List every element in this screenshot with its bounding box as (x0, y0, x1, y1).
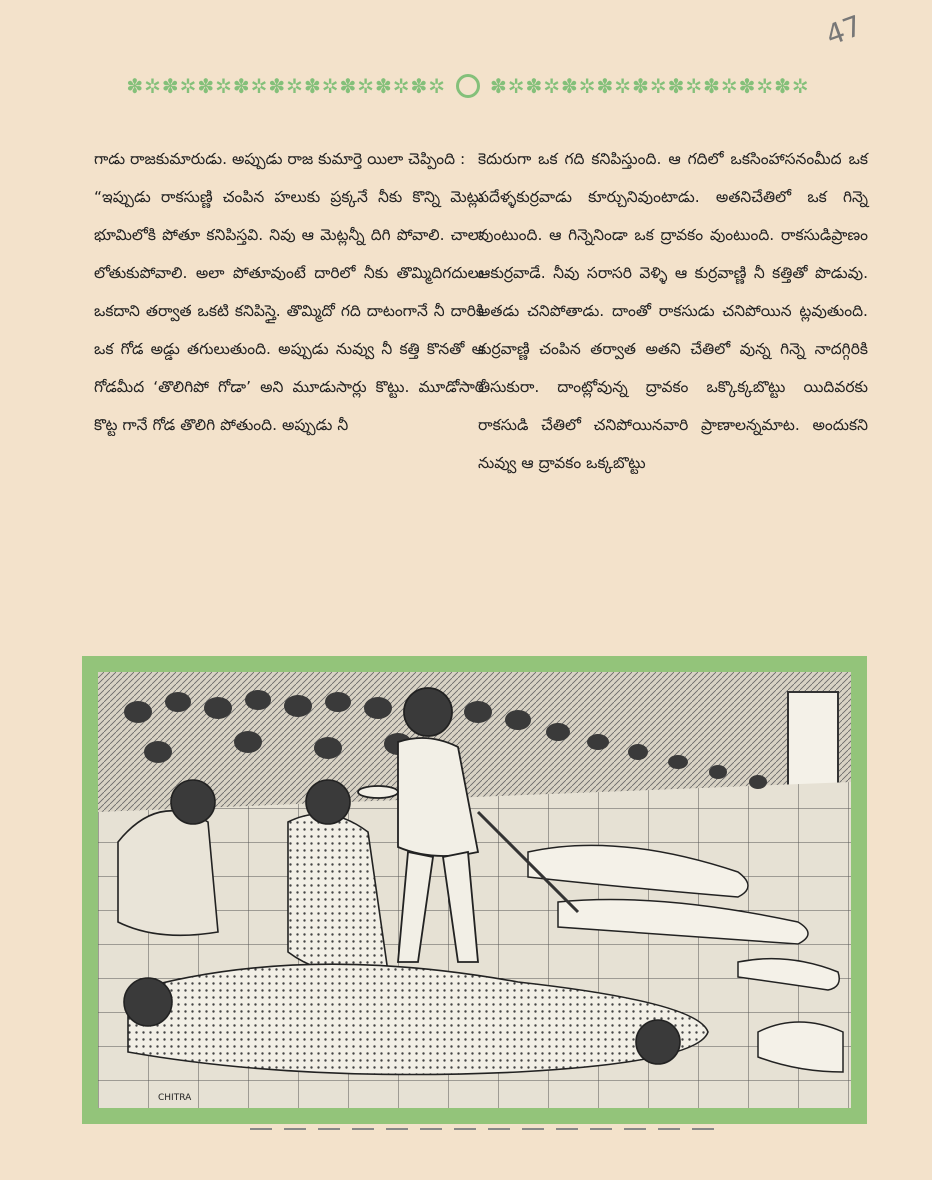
star-row-left: ✽✲✽✲✽✲✽✲✽✲✽✲✽✲✽✲✽✲ (126, 74, 446, 98)
paragraph: “ఇప్పుడు రాకసుణ్ణి చంపిన హలుకు ప్రక్కనే నీకు కొన్ని మెట్లు భూమిలోకి పోతూ కనిపిస్తవి. నివు ఆ మెట్లన్నీ దిగి పోవాలి. చాలా లోతుకుపోవాలి. అలా పోతూవుంటే దారిలో నీకు తొమ్మిదిగదులు ఒకదాని తర్వాత ఒకటి కనిపిస్తై. తొమ్మిదో గది దాటంగానే నీ దారికి ఒక గోడ అడ్డు తగులుతుంది. అప్పుడు నువ్వు నీ కత్తి కొనతో ఆ గోడమీద ‘తొలిగిపో గోడా’ అని మూడుసార్లు కొట్టు. మూడోసారి కొట్ట గానే గోడ తొలిగి పోతుంది. అప్పుడు నీ (94, 188, 484, 434)
decorative-border (92, 66, 844, 106)
left-text-column (94, 140, 484, 444)
bottom-rule (250, 1128, 720, 1130)
star-row-right: ✽✲✽✲✽✲✽✲✽✲✽✲✽✲✽✲✽✲ (490, 74, 810, 98)
artist-credit: CHITRA (158, 1093, 192, 1103)
illustration-frame (82, 656, 867, 1124)
page-number: 47 (821, 8, 867, 53)
circle-ornament-icon (456, 74, 480, 98)
paragraph: కెదురుగా ఒక గది కనిపిస్తుంది. ఆ గదిలో ఒకసింహాసనంమీద ఒక పదేళ్ళకుర్రవాడు కూర్చునివుంటాడు. అతనిచేతిలో ఒక గిన్నె వుంటుంది. ఆ గిన్నెనిండా ఒక ద్రావకం వుంటుంది. రాకసుడిప్రాణం ఆకుర్రవాడే. నీవు సరాసరి వెళ్ళి ఆ కుర్రవాణ్ణి నీ కత్తితో పొడువు. అతడు చనిపోతాడు. దాంతో రాకసుడు చనిపోయిన ట్లవుతుంది. కుర్రవాణ్ణి చంపిన తర్వాత అతని చేతిలో వున్న గిన్నె నాదగ్గిరికి తీసుకురా. దాంట్లోవున్న ద్రావకం ఒక్కొక్కబొట్టు యిదివరకు రాకసుడి చేతిలో చనిపోయినవారి ప్రాణాలన్నమాట. అందుకని నువ్వు ఆ ద్రావకం ఒక్కబొట్టు (478, 150, 868, 472)
right-text-column (478, 140, 868, 482)
paragraph: గాడు రాజకుమారుడు. అప్పుడు రాజ కుమార్తె యిలా చెప్పింది : (94, 150, 466, 168)
illustration-drawing (98, 672, 851, 1108)
illustration (98, 672, 851, 1108)
